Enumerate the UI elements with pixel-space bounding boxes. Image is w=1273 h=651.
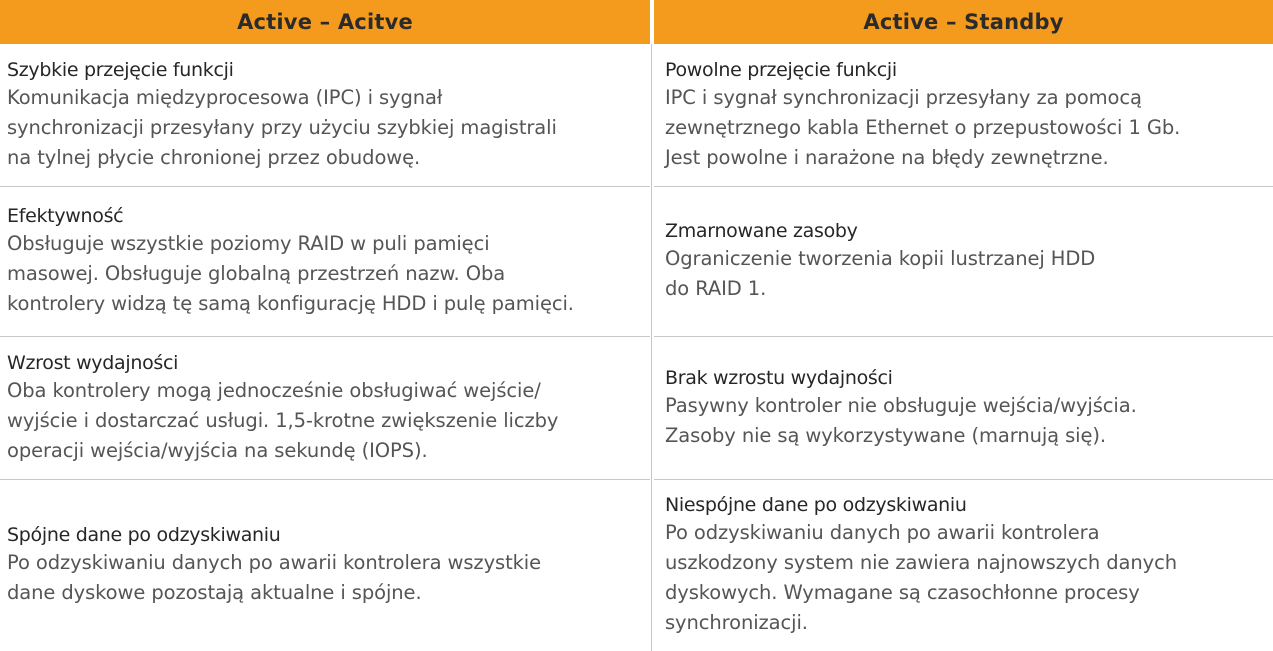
row-title: Brak wzrostu wydajności bbox=[665, 366, 893, 389]
row-title: Zmarnowane zasoby bbox=[665, 220, 858, 242]
left-row-fast-takeover bbox=[0, 44, 650, 187]
row-title: Niespójne dane po odzyskiwaniu bbox=[665, 494, 967, 516]
active-standby-column bbox=[654, 0, 1273, 634]
row-description: Oba kontrolery mogą jednocześnie obsługiwać wejście/ wyjście i dostarczać usługi. 1,5-krotne zwiększenie liczby operacji wejścia/wyjścia na sekundę (IOPS). bbox=[7, 378, 559, 462]
right-row-slow-takeover bbox=[654, 44, 1273, 187]
left-row-performance-gain bbox=[0, 337, 650, 480]
column-divider bbox=[651, 44, 652, 651]
row-title: Wzrost wydajności bbox=[7, 351, 179, 374]
right-row-wasted-resources bbox=[654, 187, 1273, 337]
row-description: Pasywny kontroler nie obsługuje wejścia/wyjścia. Zasoby nie są wykorzystywane (marnują się). bbox=[665, 393, 1137, 447]
row-title: Efektywność bbox=[7, 205, 124, 227]
row-description: IPC i sygnał synchronizacji przesyłany za pomocą zewnętrznego kabla Ethernet o przepustowości 1 Gb. Jest powolne i narażone na błędy zewnętrzne. bbox=[665, 85, 1181, 169]
active-standby-header: Active – Standby bbox=[654, 0, 1273, 44]
left-row-efficiency bbox=[0, 187, 650, 337]
row-description: Obsługuje wszystkie poziomy RAID w puli pamięci masowej. Obsługuje globalną przestrzeń nazw. Oba kontrolery widzą tę samą konfigurację HDD i pulę pamięci. bbox=[7, 232, 574, 315]
row-title: Spójne dane po odzyskiwaniu bbox=[7, 524, 281, 546]
row-description: Ograniczenie tworzenia kopii lustrzanej HDD do RAID 1. bbox=[665, 247, 1096, 300]
row-description: Komunikacja międzyprocesowa (IPC) i sygnał synchronizacji przesyłany przy użyciu szybkiej magistrali na tylnej płycie chronionej przez obudowę. bbox=[7, 85, 557, 169]
row-title: Powolne przejęcie funkcji bbox=[665, 58, 897, 81]
row-description: Po odzyskiwaniu danych po awarii kontrolera wszystkie dane dyskowe pozostają aktualne i spójne. bbox=[7, 551, 542, 604]
right-row-inconsistent-data bbox=[654, 480, 1273, 651]
right-row-no-performance-gain bbox=[654, 337, 1273, 480]
row-description: Po odzyskiwaniu danych po awarii kontrolera uszkodzony system nie zawiera najnowszych danych dyskowych. Wymagane są czasochłonne procesy synchronizacji. bbox=[665, 521, 1177, 634]
active-active-column bbox=[0, 0, 650, 604]
left-row-consistent-data bbox=[0, 480, 650, 651]
active-active-header: Active – Acitve bbox=[0, 0, 650, 44]
row-title: Szybkie przejęcie funkcji bbox=[7, 58, 234, 81]
